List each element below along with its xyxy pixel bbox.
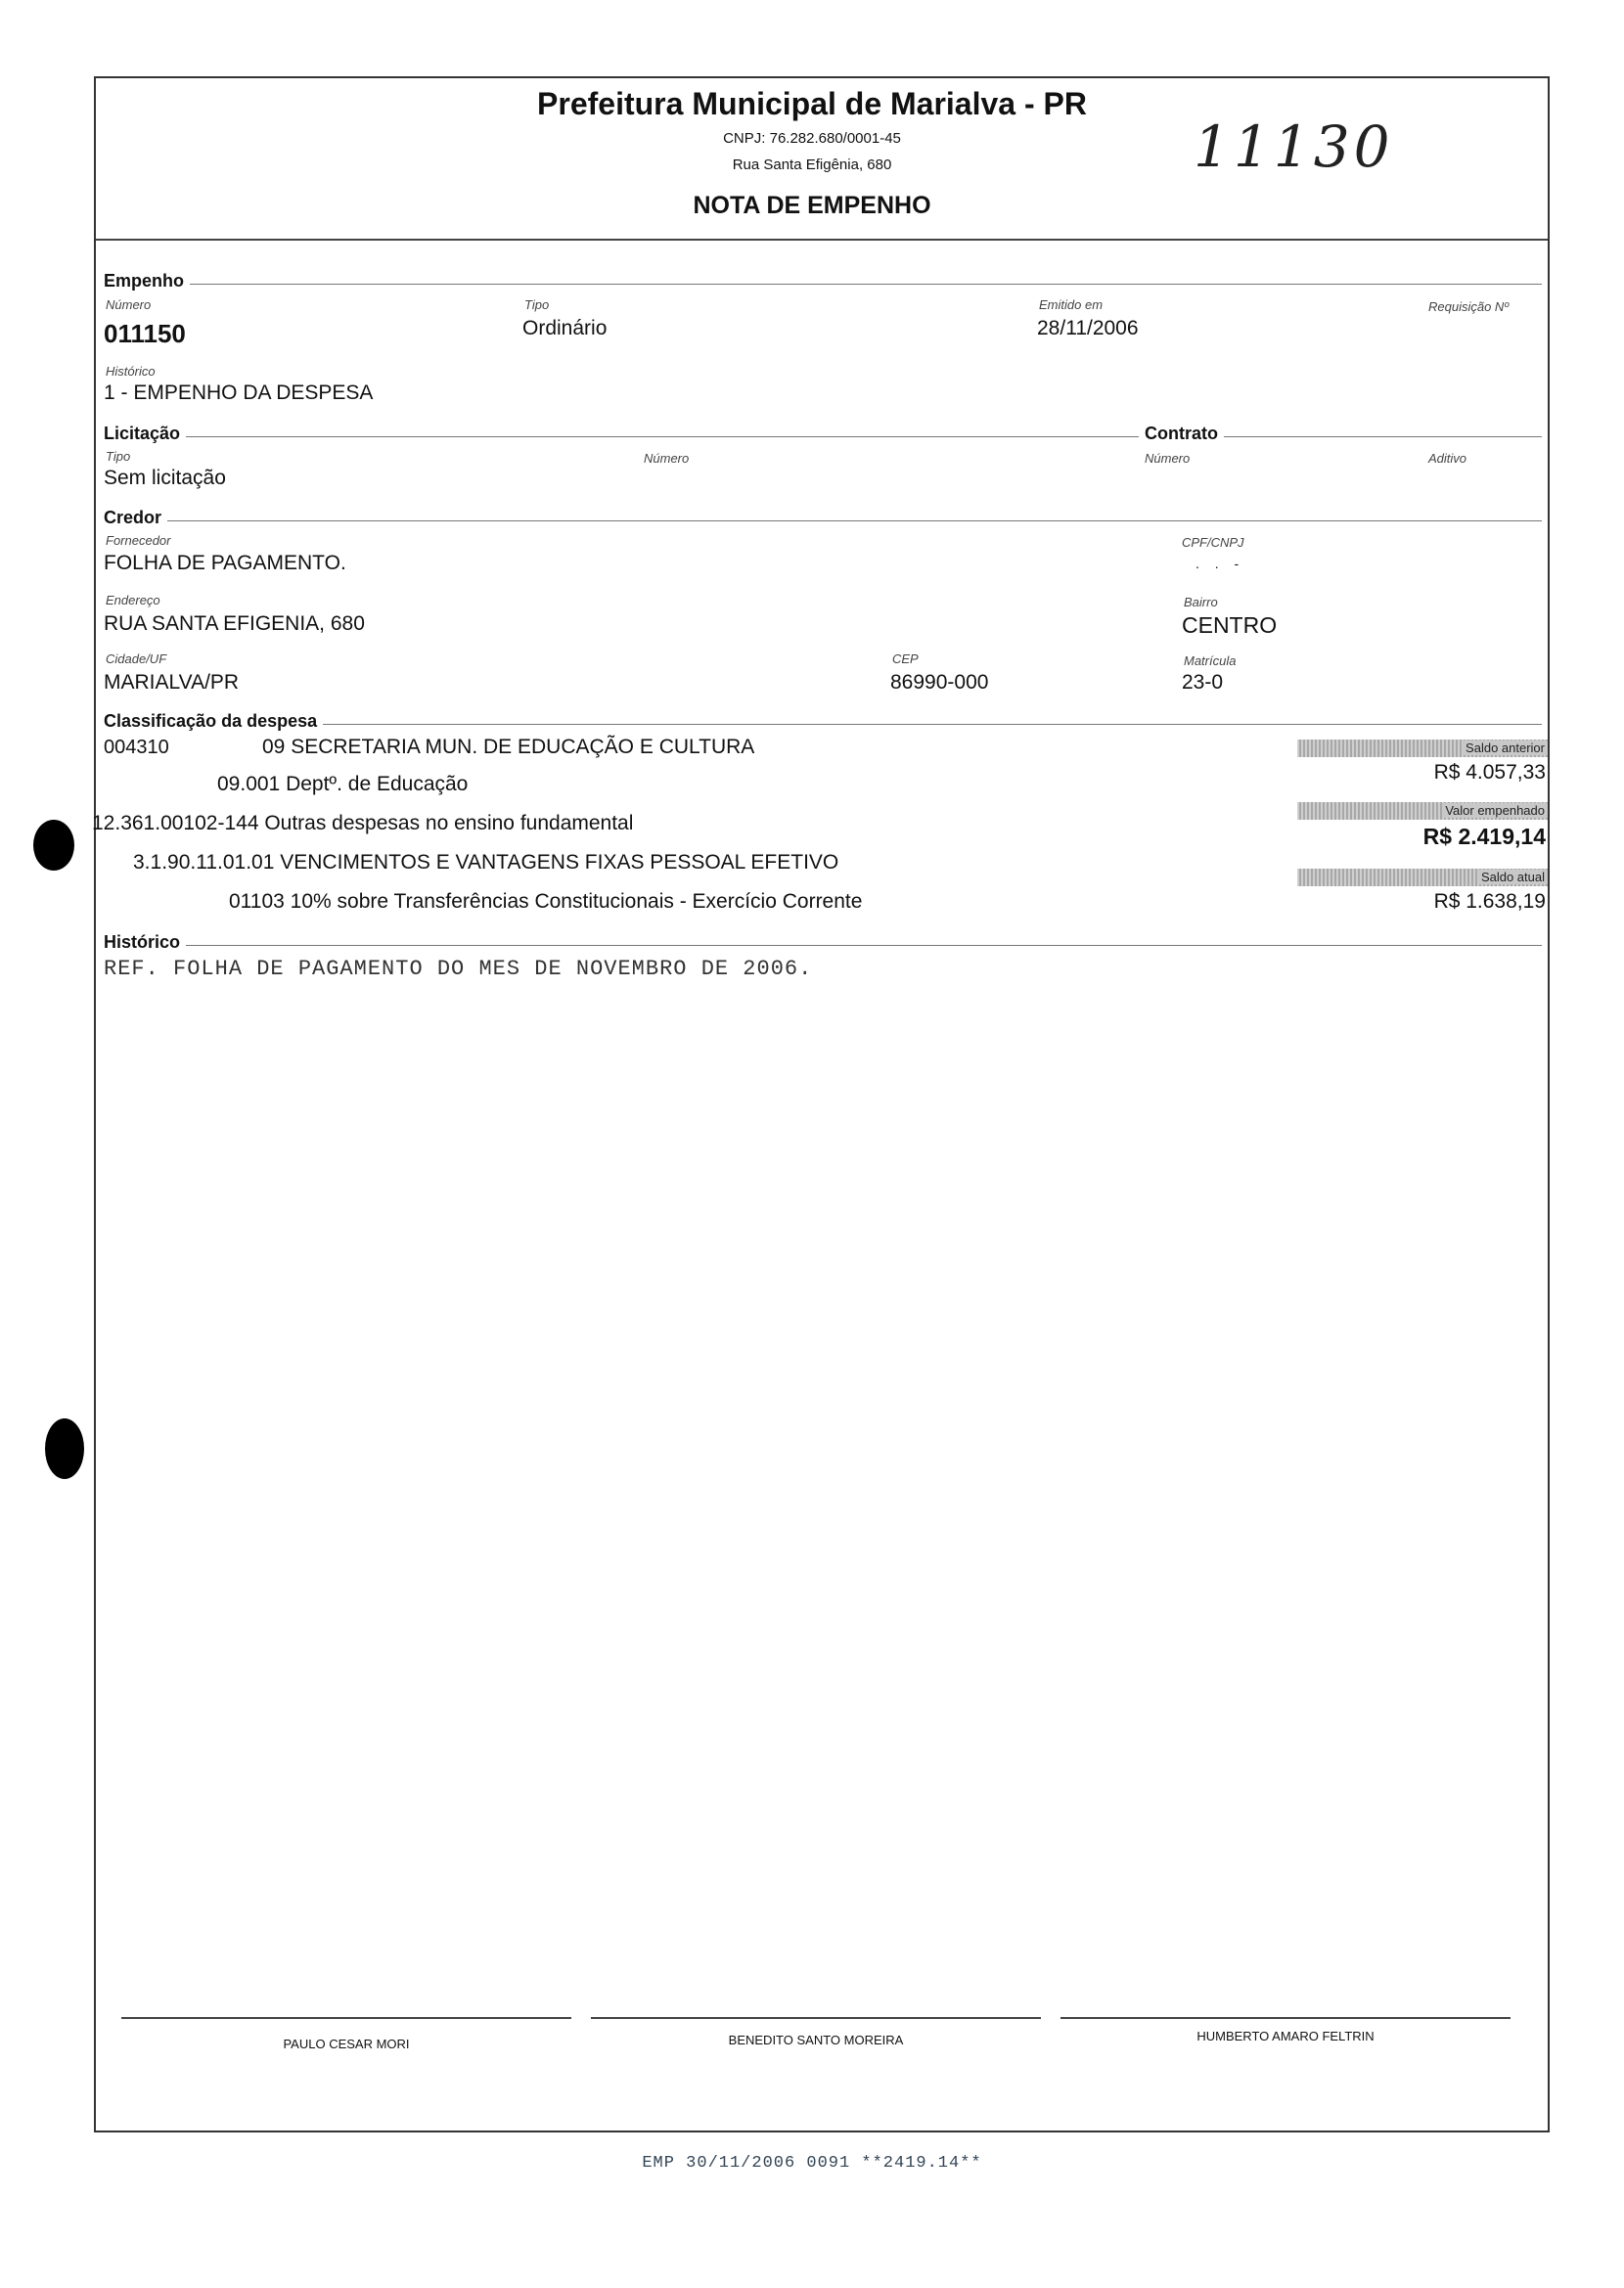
matricula-label: Matrícula	[1184, 653, 1237, 668]
empenho-historico: 1 - EMPENHO DA DESPESA	[104, 381, 374, 404]
saldo-anterior: R$ 4.057,33	[1433, 761, 1546, 784]
cidade-label: Cidade/UF	[106, 651, 167, 666]
signature-1: PAULO CESAR MORI	[283, 2037, 410, 2051]
contrato-aditivo-label: Aditivo	[1428, 451, 1467, 466]
historico-rule	[104, 945, 1542, 946]
emitido-date: 28/11/2006	[1037, 317, 1139, 339]
signature-line-3	[1060, 2017, 1511, 2019]
empenho-numero: 011150	[104, 319, 186, 348]
classificacao-code: 004310	[104, 737, 169, 758]
valor-empenhado-label-bar	[1297, 802, 1548, 820]
bairro-label: Bairro	[1184, 595, 1218, 609]
header	[0, 86, 1624, 233]
empenho-tipo-label: Tipo	[524, 297, 550, 312]
register-stamp: EMP 30/11/2006 0091 **2419.14**	[642, 2154, 982, 2173]
cep: 86990-000	[890, 671, 989, 694]
historico-section-title: Histórico	[104, 932, 186, 953]
municipality-title: Prefeitura Municipal de Marialva - PR	[537, 86, 1087, 121]
classificacao-funcional: 12.361.00102-144 Outras despesas no ensino fundamental	[92, 812, 634, 834]
valor-empenhado-label: Valor empenhado	[1442, 803, 1548, 818]
saldo-atual-label: Saldo atual	[1478, 870, 1548, 884]
cidade: MARIALVA/PR	[104, 671, 240, 694]
historico-text: REF. FOLHA DE PAGAMENTO DO MES DE NOVEMBRO DE 2006.	[104, 957, 813, 981]
cep-label: CEP	[892, 651, 919, 666]
document-title: NOTA DE EMPENHO	[693, 192, 931, 219]
header-divider	[96, 239, 1548, 241]
empenho-numero-label: Número	[106, 297, 152, 312]
licitacao-tipo: Sem licitação	[104, 467, 226, 489]
requisicao-label: Requisição Nº	[1428, 299, 1510, 314]
emitido-label: Emitido em	[1039, 297, 1104, 312]
classificacao-fonte: 01103 10% sobre Transferências Constitucionais - Exercício Corrente	[229, 890, 863, 913]
fornecedor-label: Fornecedor	[106, 533, 171, 548]
licitacao-section-title: Licitação	[104, 424, 186, 444]
empenho-tipo: Ordinário	[522, 317, 608, 339]
address: Rua Santa Efigênia, 680	[732, 157, 892, 173]
signature-line-2	[591, 2017, 1041, 2019]
signature-2: BENEDITO SANTO MOREIRA	[728, 2033, 904, 2047]
signature-line-1	[121, 2017, 571, 2019]
licitacao-numero-label: Número	[644, 451, 690, 466]
empenho-rule	[104, 284, 1542, 285]
classificacao-natureza: 3.1.90.11.01.01 VENCIMENTOS E VANTAGENS FIXAS PESSOAL EFETIVO	[133, 851, 839, 874]
credor-section-title: Credor	[104, 508, 167, 528]
saldo-anterior-label: Saldo anterior	[1463, 740, 1548, 755]
endereco-label: Endereço	[106, 593, 160, 607]
punch-hole-bottom	[45, 1418, 84, 1479]
saldo-anterior-label-bar	[1297, 740, 1548, 757]
cpf-cnpj: . . -	[1195, 556, 1245, 571]
classificacao-unidade: 09.001 Deptº. de Educação	[217, 773, 469, 795]
saldo-atual: R$ 1.638,19	[1433, 890, 1546, 913]
contrato-section-title: Contrato	[1139, 424, 1224, 444]
classificacao-section-title: Classificação da despesa	[104, 711, 323, 732]
fornecedor: FOLHA DE PAGAMENTO.	[104, 552, 346, 574]
credor-rule	[104, 520, 1542, 521]
signature-3: HUMBERTO AMARO FELTRIN	[1196, 2029, 1375, 2043]
cpf-cnpj-label: CPF/CNPJ	[1182, 535, 1244, 550]
valor-empenhado: R$ 2.419,14	[1422, 824, 1546, 849]
bairro: CENTRO	[1182, 612, 1278, 638]
matricula: 23-0	[1182, 671, 1224, 694]
licitacao-tipo-label: Tipo	[106, 449, 131, 464]
saldo-atual-label-bar	[1297, 869, 1548, 886]
classificacao-orgao: 09 SECRETARIA MUN. DE EDUCAÇÃO E CULTURA	[262, 736, 755, 758]
handwritten-number: 11130	[1194, 113, 1394, 180]
endereco: RUA SANTA EFIGENIA, 680	[104, 612, 365, 635]
empenho-historico-label: Histórico	[106, 364, 156, 379]
contrato-numero-label: Número	[1145, 451, 1191, 466]
cnpj: CNPJ: 76.282.680/0001-45	[723, 130, 901, 147]
empenho-section-title: Empenho	[104, 271, 190, 292]
licitacao-rule	[104, 436, 1542, 437]
punch-hole-top	[33, 820, 74, 871]
